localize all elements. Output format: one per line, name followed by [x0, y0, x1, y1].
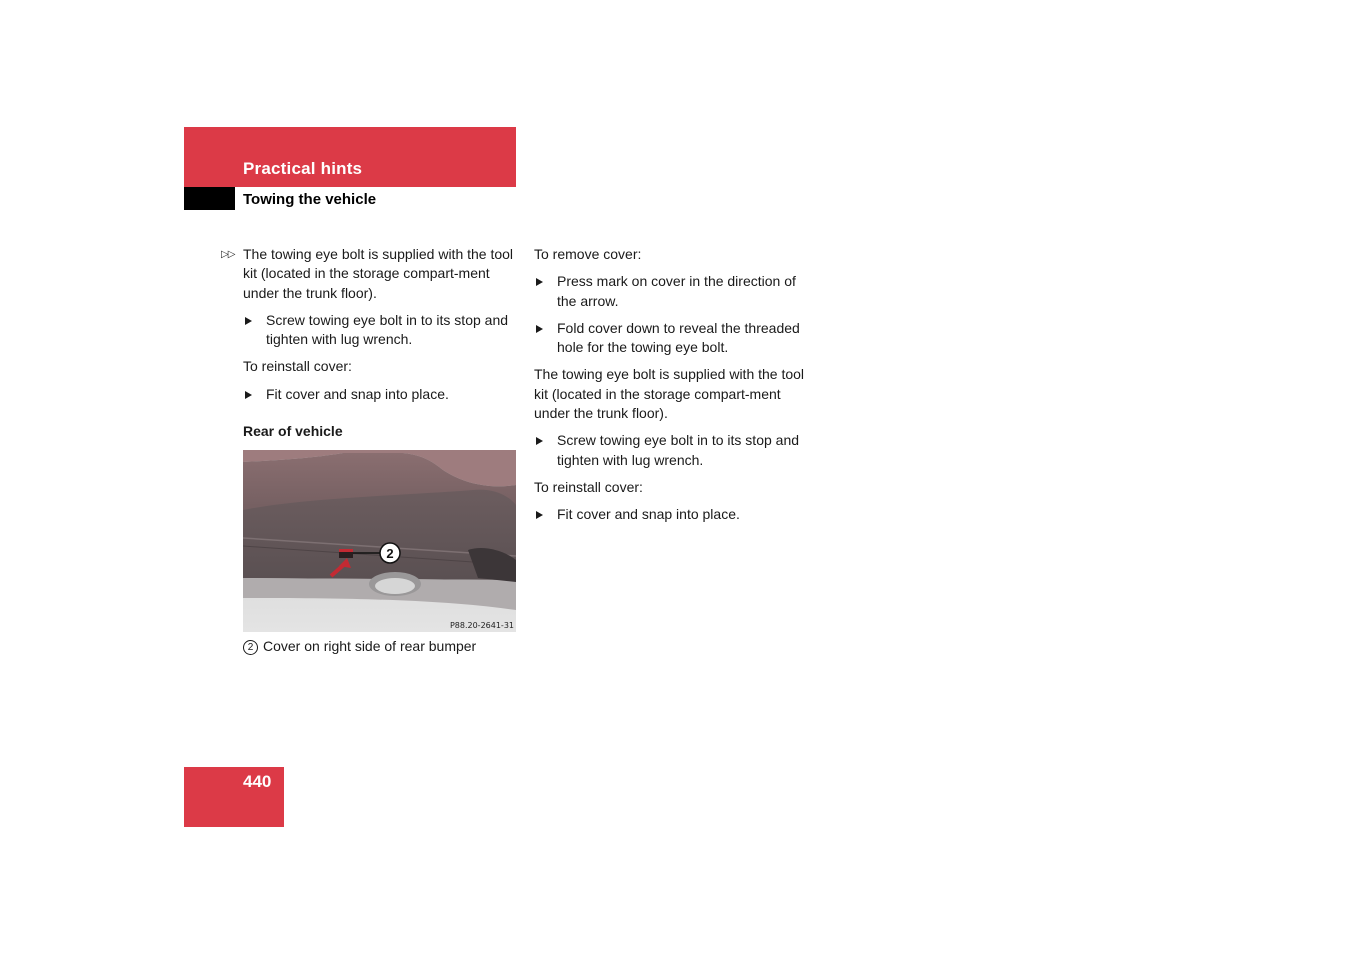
step-text: Press mark on cover in the direction of the arrow.	[557, 273, 796, 309]
left-column	[221, 245, 518, 441]
subsection-title: Towing the vehicle	[243, 191, 377, 208]
step-item	[534, 505, 809, 524]
rear-bumper-figure	[243, 450, 516, 632]
bullet-triangle-icon	[536, 278, 543, 286]
rear-bumper-illustration	[243, 450, 516, 632]
step-text: Fit cover and snap into place.	[266, 385, 449, 402]
step-item	[534, 272, 809, 311]
figure-heading: Rear of vehicle	[243, 423, 343, 440]
section-title: Practical hints	[243, 159, 363, 178]
reinstall-heading: To reinstall cover:	[243, 358, 352, 375]
bullet-triangle-icon	[536, 511, 543, 519]
step-item	[534, 431, 809, 470]
callout-number: 2	[386, 546, 394, 561]
caption-number-badge: 2	[243, 640, 258, 655]
step-text: Fit cover and snap into place.	[557, 506, 740, 523]
continued-marker-icon: ▷▷	[221, 249, 235, 260]
bullet-triangle-icon	[245, 391, 252, 399]
intro-paragraph: The towing eye bolt is supplied with the tool kit (located in the storage compart-ment under the trunk floor).	[243, 246, 514, 301]
figure-caption	[243, 637, 476, 656]
intro-paragraph: The towing eye bolt is supplied with the tool kit (located in the storage compart-ment under the trunk floor).	[534, 366, 805, 422]
section-tab-marker	[184, 187, 235, 210]
step-item	[534, 319, 809, 358]
bullet-triangle-icon	[536, 437, 543, 445]
intro-paragraph-block	[221, 245, 518, 303]
page-number: 440	[243, 772, 272, 791]
right-column	[534, 245, 809, 525]
bullet-triangle-icon	[536, 325, 543, 333]
step-text: Fold cover down to reveal the threaded hole for the towing eye bolt.	[557, 319, 800, 356]
remove-heading: To remove cover:	[534, 246, 642, 262]
caption-text: Cover on right side of rear bumper	[263, 638, 477, 654]
step-item	[243, 311, 518, 350]
reinstall-heading: To reinstall cover:	[534, 478, 643, 495]
step-item	[243, 385, 518, 404]
step-text: Screw towing eye bolt in to its stop and tighten with lug wrench.	[266, 311, 509, 348]
step-text: Screw towing eye bolt in to its stop and tighten with lug wrench.	[557, 432, 800, 468]
bullet-triangle-icon	[245, 317, 252, 325]
image-code: P88.20-2641-31	[449, 621, 514, 630]
